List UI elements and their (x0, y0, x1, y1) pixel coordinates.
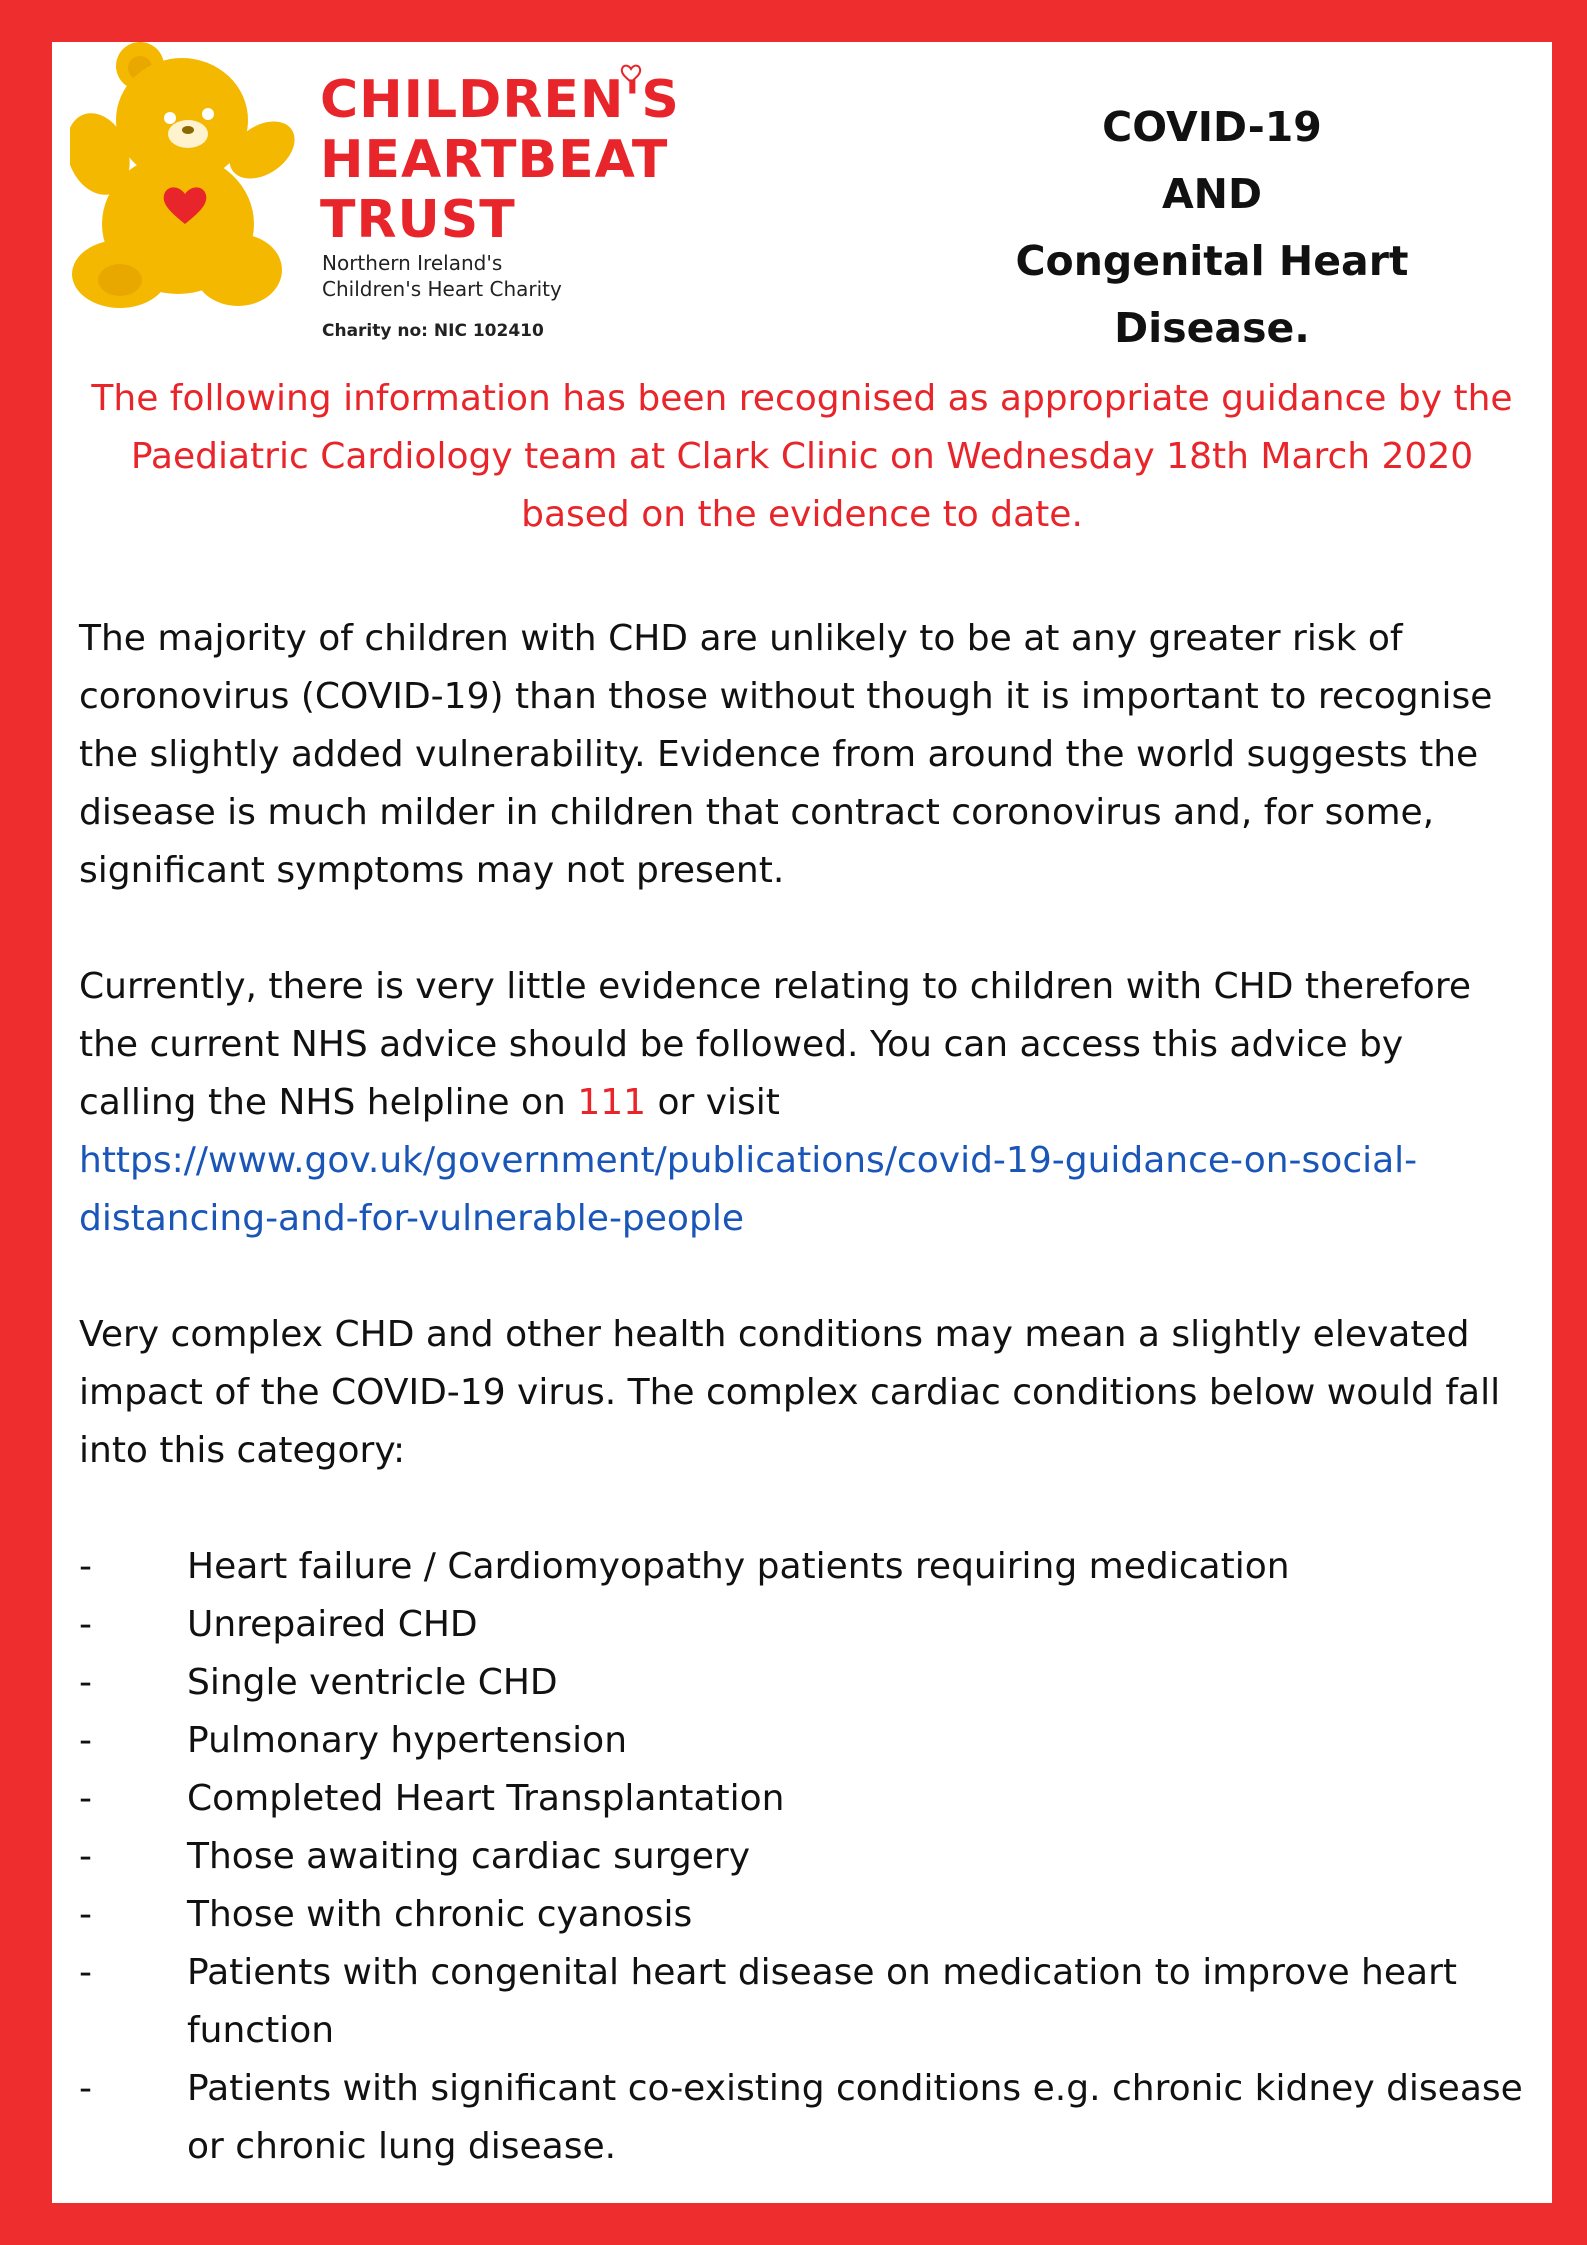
teddy-bear-icon (70, 42, 320, 312)
conditions-list (79, 1538, 1529, 2176)
condition-text: Single ventricle CHD (187, 1662, 558, 1703)
paragraph-risk: The majority of children with CHD are unlikely to be at any greater risk of coronovirus (COVID-19) than those without though it is important to recognise the slightly added vulnerability. Evidence from around the world suggests the disease is much milder in children that contract coronovirus and, for some, significant symptoms may not present. (79, 618, 1493, 891)
heart-icon (162, 184, 208, 226)
list-item (79, 1770, 1529, 1828)
condition-text: Heart failure / Cardiomyopathy patients requiring medication (187, 1546, 1290, 1587)
list-item (79, 1944, 1529, 2060)
title-line: Congenital Heart (1015, 237, 1409, 285)
title-line: COVID-19 (1102, 103, 1322, 151)
condition-text: Patients with significant co-existing conditions e.g. chronic kidney disease or chronic lung disease. (187, 2068, 1523, 2167)
bullet-dash: - (79, 1720, 92, 1761)
nhs-advice-text: Currently, there is very little evidence relating to children with CHD therefore the current NHS advice should be followed. You can access this advice by calling the NHS helpline on (79, 966, 1471, 1123)
tagline (322, 250, 562, 302)
title-line: AND (1161, 170, 1263, 218)
paragraph-complex-chd: Very complex CHD and other health conditions may mean a slightly elevated impact of the COVID-19 virus. The complex cardiac conditions below would fall into this category: (79, 1314, 1501, 1471)
bullet-dash: - (79, 1604, 92, 1645)
header (52, 42, 1552, 372)
brand-name (320, 70, 680, 250)
list-item (79, 1712, 1529, 1770)
tagline-line: Northern Ireland's (322, 251, 503, 275)
document-body (79, 610, 1529, 2176)
document-page (52, 42, 1552, 2203)
list-item (79, 1828, 1529, 1886)
title-line: Disease. (1114, 304, 1310, 352)
helpline-number: 111 (577, 1082, 647, 1123)
condition-text: Completed Heart Transplantation (187, 1778, 785, 1819)
list-item (79, 1654, 1529, 1712)
condition-text: Those awaiting cardiac surgery (187, 1836, 750, 1877)
bullet-dash: - (79, 1952, 92, 1993)
bullet-dash: - (79, 1662, 92, 1703)
list-item (79, 1538, 1529, 1596)
bullet-dash: - (79, 1836, 92, 1877)
bullet-dash: - (79, 1894, 92, 1935)
gov-guidance-link[interactable]: https://www.gov.uk/government/publications/covid-19-guidance-on-social-distancing-and-for-vulnerable-people (79, 1140, 1418, 1239)
brand-line: TRUST (320, 190, 516, 250)
condition-text: Pulmonary hypertension (187, 1720, 628, 1761)
list-item (79, 1886, 1529, 1944)
brand-line: HEARTBEAT (320, 130, 669, 190)
bullet-dash: - (79, 1546, 92, 1587)
list-item (79, 2060, 1529, 2176)
list-item (79, 1596, 1529, 1654)
document-title (932, 94, 1492, 362)
charity-logo (70, 42, 690, 372)
tagline-line: Children's Heart Charity (322, 277, 562, 301)
charity-number: Charity no: NIC 102410 (322, 321, 544, 341)
guidance-intro: The following information has been recognised as appropriate guidance by the Paediatric Cardiology team at Clark Clinic on Wednesday 18th March 2020 based on the evidence to date. (91, 378, 1513, 535)
paragraph-nhs-advice (79, 958, 1529, 1248)
brand-line: CHILDREN'S (320, 70, 680, 130)
condition-text: Those with chronic cyanosis (187, 1894, 693, 1935)
condition-text: Patients with congenital heart disease on medication to improve heart function (187, 1952, 1457, 2051)
condition-text: Unrepaired CHD (187, 1604, 478, 1645)
bullet-dash: - (79, 1778, 92, 1819)
bullet-dash: - (79, 2068, 92, 2109)
nhs-advice-text-end: or visit (646, 1082, 780, 1123)
